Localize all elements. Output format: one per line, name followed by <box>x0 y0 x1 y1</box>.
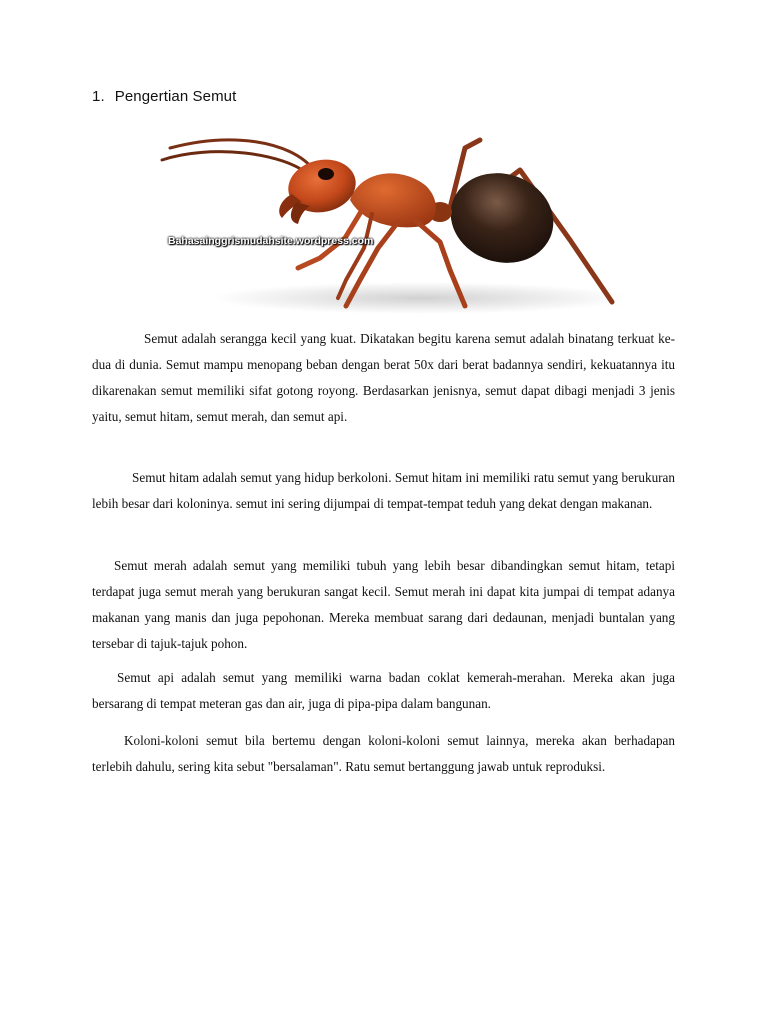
ant-illustration <box>150 130 630 320</box>
section-heading <box>92 88 236 105</box>
ant-photo <box>150 130 630 320</box>
paragraph-2: Semut hitam adalah semut yang hidup berkoloni. Semut hitam ini memiliki ratu semut yang berukuran lebih besar dari koloninya. semut ini sering dijumpai di tempat-tempat teduh yang dekat dengan makanan. <box>92 470 675 511</box>
paragraph-5: Koloni-koloni semut bila bertemu dengan koloni-koloni semut lainnya, mereka akan berhadapan terlebih dahulu, sering kita sebut "bersalaman". Ratu semut bertanggung jawab untuk reproduksi. <box>92 733 675 774</box>
paragraph-1: Semut adalah serangga kecil yang kuat. Dikatakan begitu karena semut adalah binatang terkuat ke-dua di dunia. Semut mampu menopang beban dengan berat 50x dari berat badannya sendiri, kekuatannya itu dikarenakan semut memiliki sifat gotong royong. Berdasarkan jenisnya, semut dapat dibagi menjadi 3 jenis yaitu, semut hitam, semut merah, dan semut api. <box>92 331 675 424</box>
section-number: 1. <box>92 88 105 105</box>
section-title: Pengertian Semut <box>114 88 237 105</box>
paragraph-4: Semut api adalah semut yang memiliki warna badan coklat kemerah-merahan. Mereka akan juga bersarang di tempat meteran gas dan air, juga di pipa-pipa dalam bangunan. <box>92 670 675 711</box>
paragraph-3: Semut merah adalah semut yang memiliki tubuh yang lebih besar dibandingkan semut hitam, tetapi terdapat juga semut merah yang berukuran sangat kecil. Semut merah ini dapat kita jumpai di tempat adanya makanan yang manis dan juga pepohonan. Mereka membuat sarang dari dedaunan, menjadi buntalan yang tersebar di tajuk-tajuk pohon. <box>92 558 675 651</box>
photo-watermark: Bahasainggrismudahsite.wordpress.com <box>168 235 374 247</box>
